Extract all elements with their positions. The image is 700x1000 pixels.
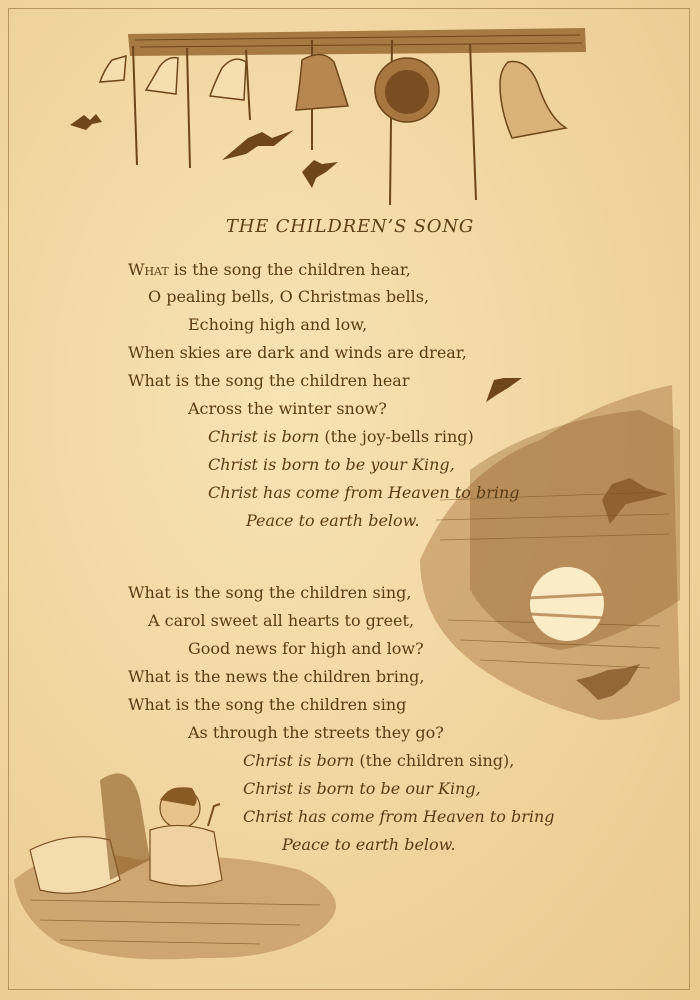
child-engraving-illustration [14,773,336,959]
stanza2-line2: A carol sweet all hearts to greet, [148,611,415,630]
bat-icon [486,378,522,402]
stanza1-line2: O pealing bells, O Christmas bells, [148,287,430,306]
stanza1-refrain2: Christ is born to be your King, [208,455,455,474]
stanza2-line1: What is the song the children sing, [128,583,412,602]
stanza2-line3: Good news for high and low? [188,639,424,658]
bell-1-icon [100,46,137,165]
stanza2-refrain3: Christ has come from Heaven to bring [243,807,555,826]
stanza1-line3: Echoing high and low, [188,315,368,334]
bell-beam-illustration [128,28,586,56]
stanza2-line5: What is the song the children sing [128,695,407,714]
stanza2-line4: What is the news the children bring, [128,667,425,686]
stanza2-refrain4: Peace to earth below. [282,835,456,854]
refrain-italic: Christ is born [243,751,355,770]
line-text: is the song the children hear, [168,260,411,279]
refrain-italic: Christ is born [208,427,320,446]
bat-icon [222,130,294,160]
bell-2-icon [146,48,190,168]
stanza2-line6: As through the streets they go? [188,723,444,742]
stanza1-line5: What is the song the children hear [128,371,410,390]
stanza1-refrain4: Peace to earth below. [246,511,420,530]
bell-5-icon [375,40,439,205]
refrain-plain: (the joy-bells ring) [319,427,474,446]
refrain-plain: (the children sing), [354,751,515,770]
stanza1-line1 [128,260,411,280]
bat-icon [302,160,338,188]
bat-icon [70,114,102,130]
poem-title: THE CHILDREN’S SONG [225,216,475,237]
stanza2-refrain1 [243,751,514,771]
stanza1-refrain1 [208,427,474,447]
stanza2-refrain2: Christ is born to be our King, [243,779,481,798]
drop-word: What [128,260,169,279]
bell-6-icon [470,44,566,200]
bell-3-icon [210,50,250,120]
stanza1-refrain3: Christ has come from Heaven to bring [208,483,520,502]
stanza1-line4: When skies are dark and winds are drear, [128,343,467,362]
bell-4-icon [296,40,348,150]
stanza1-line6: Across the winter snow? [188,399,387,418]
